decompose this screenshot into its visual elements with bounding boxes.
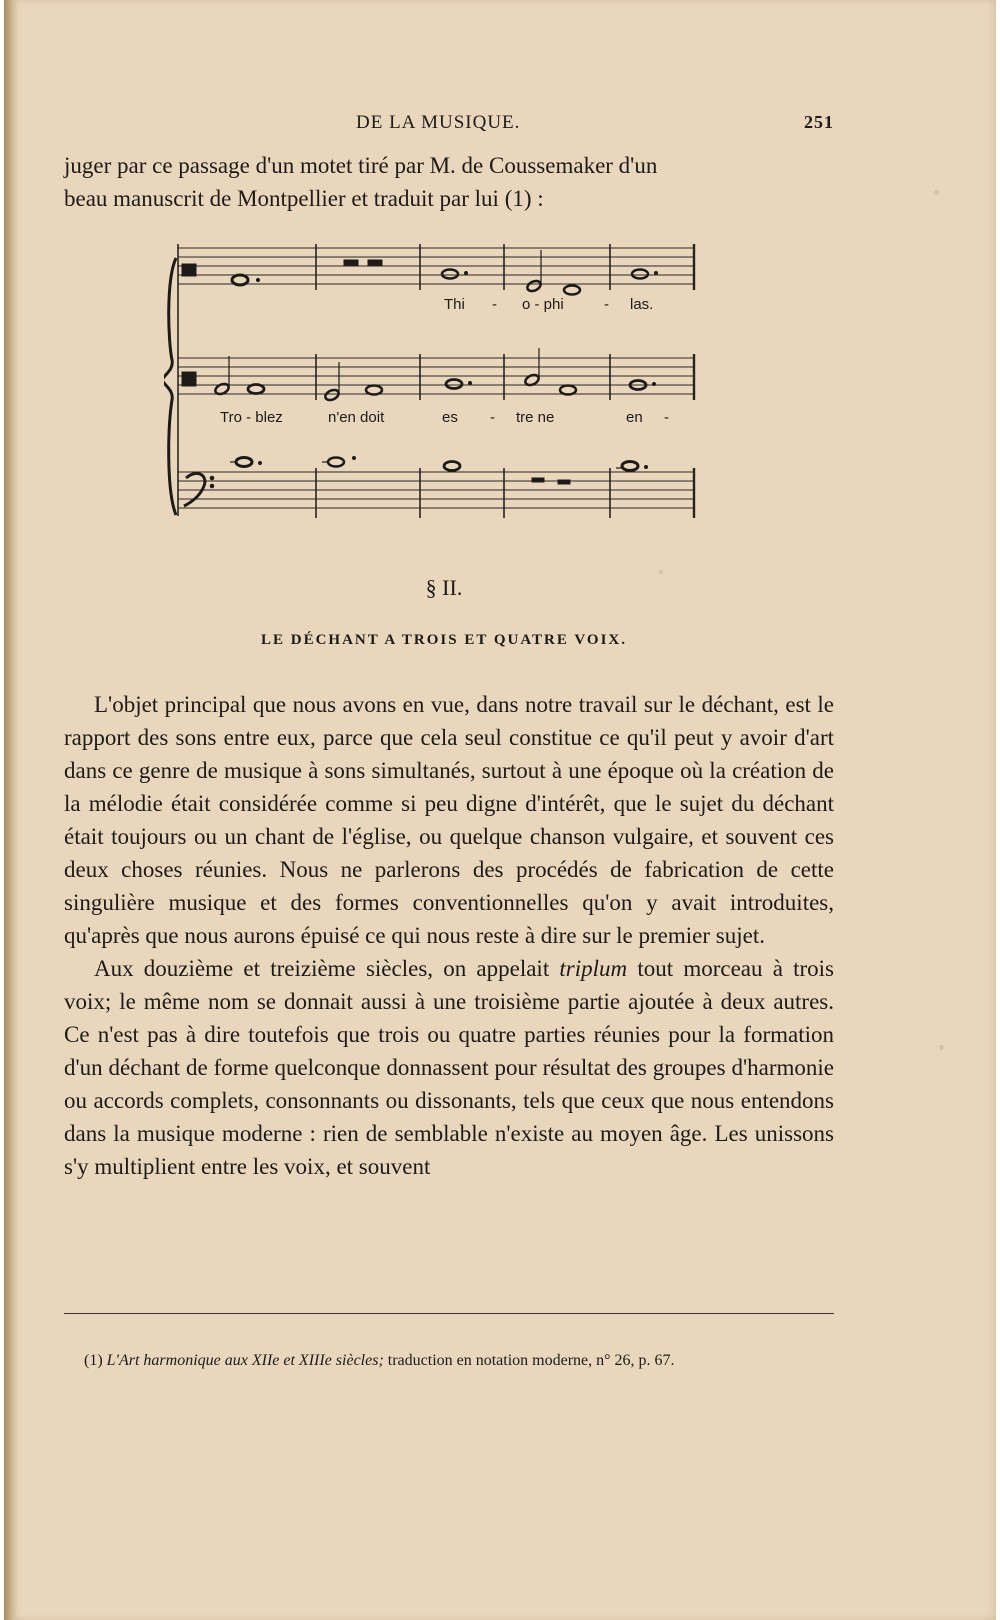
paper-spot [659,570,663,574]
lyric-syllable: Thi [444,296,465,313]
term-triplum: triplum [559,956,628,981]
note [442,270,458,279]
paragraph-2-start: Aux douzième et treizième siècles, on appelait [94,956,560,981]
paragraph-2 [64,952,834,1183]
page-number: 251 [804,112,834,132]
lyrics-top [444,296,653,313]
note [526,279,542,293]
staff-top [178,244,694,290]
body-text [64,688,834,1183]
note [328,458,344,467]
paragraph-2-end: tout morceau à trois voix; le même nom se donnait aussi à une troisième partie ajoutée à deux autres. Ce n'est pas à dire toutefois que trois ou quatre parties réunies pour la formation d'un déchant de forme quelconque donnassent pour résultat des groupes d'harmonie ou accords complets, consonnants ou dissonants, tels que ceux que nous entendons dans la musique moderne : rien de semblable n'existe au moyen âge. Les unissons s'y multiplient entre les voix, et souvent [64,956,834,1179]
section-subtitle: LE DÉCHANT A TROIS ET QUATRE VOIX. [261,632,627,648]
music-score [164,240,724,540]
book-page [4,0,996,1620]
note [236,458,252,467]
running-title: DE LA MUSIQUE. [356,112,521,133]
note [366,386,382,395]
lyrics-middle [220,409,669,426]
note [324,388,340,402]
note [632,270,648,279]
paper-spot [939,1045,944,1050]
lyric-syllable: - [604,296,609,313]
footnote-rule [64,1313,834,1314]
note [564,286,580,295]
lyric-syllable: - [664,409,669,426]
note [232,275,248,285]
lyric-syllable: es [442,409,458,426]
lyric-syllable: tre ne [516,409,555,426]
system-brace [164,258,176,515]
note [444,462,460,471]
lyric-syllable: n'en doit [328,409,385,426]
lyric-syllable: o - phi [522,296,564,313]
lyric-syllable: Tro - blez [220,409,283,426]
rest [532,478,544,482]
footnote-title: L'Art harmonique aux XIIe et XIIIe siècles; [106,1352,384,1369]
rest [558,480,570,484]
running-header [64,112,834,140]
page-spine-shadow [4,0,18,1620]
paragraph-1: L'objet principal que nous avons en vue, dans notre travail sur le déchant, est le rapport des sons entre eux, parce que cela seul constitue ce qu'il peut y avoir d'art dans ce genre de musique à sons simultanés, surtout à une époque où la création de la mélodie était considérée comme si peu digne d'intérêt, que le sujet du déchant était toujours ou un chant de l'église, ou quelque chanson vulgaire, et souvent ces deux choses réunies. Nous ne parlerons des procédés de fabrication de cette singulière musique et des formes conventionnelles qu'on y avait introduites, qu'après que nous aurons épuisé ce qui nous reste à dire sur le premier sujet. [64,692,834,948]
footnote-rest: traduction en notation moderne, n° 26, p. 67. [383,1352,675,1369]
section-number: § II. [425,575,463,600]
rest [368,260,382,265]
note [560,386,576,395]
lyric-syllable: en [626,409,643,426]
rest [344,260,358,265]
footnote [84,1348,834,1374]
note [446,380,462,389]
note [622,462,638,471]
paper-spot [934,190,939,195]
intro-paragraph: juger par ce passage d'un motet tiré par M. de Coussemaker d'un beau manuscrit de Montpellier et traduit par lui (1) : [64,153,658,211]
footnote-marker: (1) [84,1352,103,1369]
lyric-syllable: las. [630,296,654,313]
lyric-syllable: - [492,296,497,313]
note [248,385,264,394]
staff-bottom [178,468,694,518]
lyric-syllable: - [490,409,495,426]
